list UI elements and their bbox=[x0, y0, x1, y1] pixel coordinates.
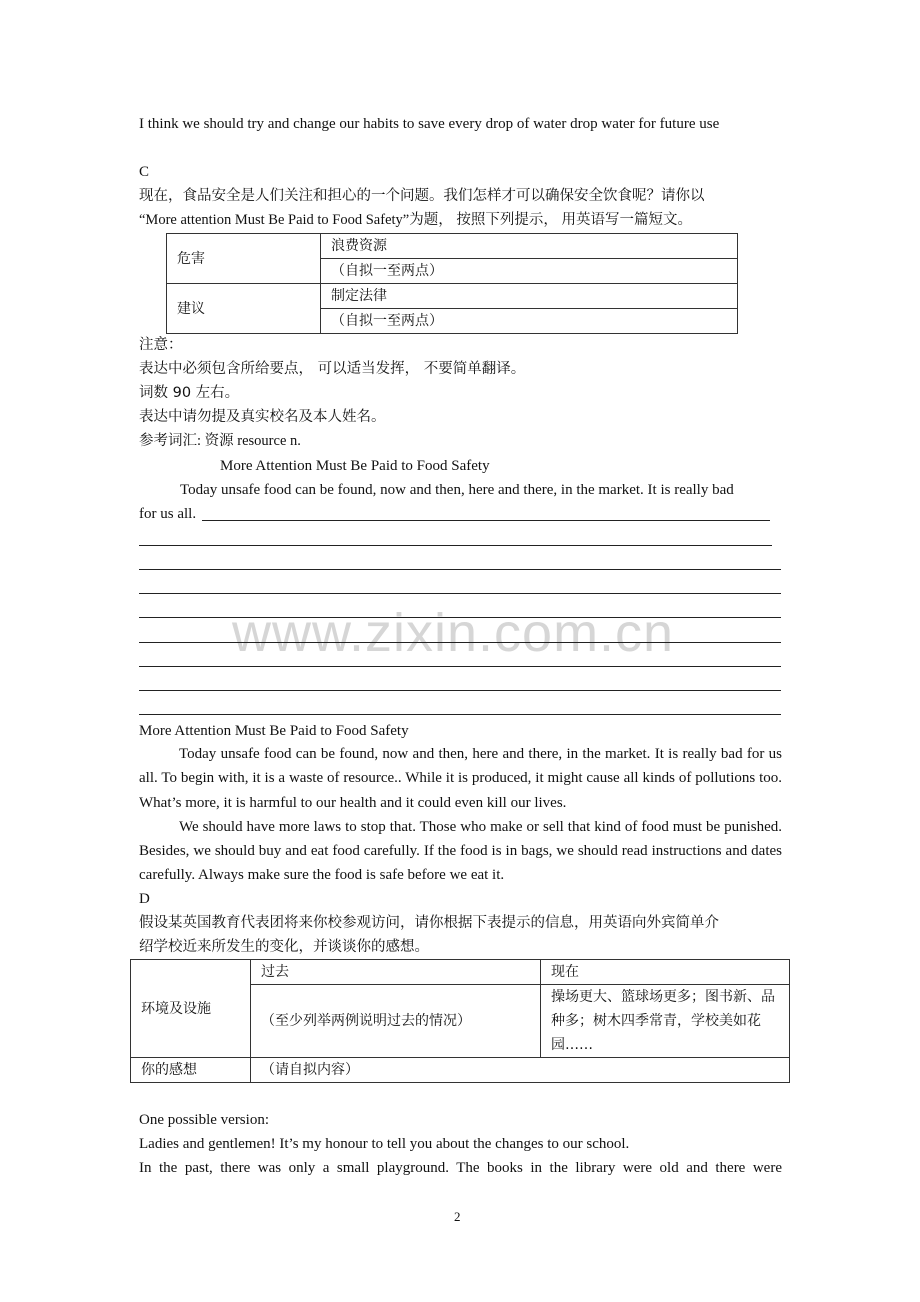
feeling-content: （请自拟内容） bbox=[251, 1058, 790, 1083]
writing-line bbox=[202, 520, 770, 521]
harm-item: 浪费资源 bbox=[321, 234, 738, 259]
env-label: 环境及设施 bbox=[131, 960, 251, 1058]
feeling-label: 你的感想 bbox=[131, 1058, 251, 1083]
writing-line bbox=[139, 642, 781, 643]
writing-line bbox=[139, 666, 781, 667]
note-1: 表达中必须包含所给要点， 可以适当发挥， 不要简单翻译。 bbox=[139, 361, 526, 377]
watermark: www.zixin.com.cn bbox=[232, 603, 675, 663]
advice-item: 制定法律 bbox=[321, 284, 738, 309]
section-d-prompt-line2: 绍学校近来所发生的变化，并谈谈你的感想。 bbox=[139, 939, 429, 955]
now-header: 现在 bbox=[541, 960, 790, 985]
section-c-prompt-line1: 现在，食品安全是人们关注和担心的一个问题。我们怎样才可以确保安全饮食呢？请你以 bbox=[139, 188, 705, 204]
advice-label: 建议 bbox=[167, 284, 321, 334]
answer-d-line1: Ladies and gentlemen! It’s my honour to tell you about the changes to our school. bbox=[139, 1136, 630, 1152]
section-d-prompt-line1: 假设某英国教育代表团将来你校参观访问，请你根据下表提示的信息，用英语向外宾简单介 bbox=[139, 915, 719, 931]
note-3: 表达中请勿提及真实校名及本人姓名。 bbox=[139, 409, 386, 425]
section-c-prompt-line2: “More attention Must Be Paid to Food Safety”为题， 按照下列提示， 用英语写一篇短文。 bbox=[139, 212, 692, 228]
harm-free: （自拟一至两点） bbox=[321, 259, 738, 284]
answer-paragraph-1: Today unsafe food can be found, now and then, here and there, in the market. It is really bad for us all. To begin with, it is a waste of resource.. While it is produced, it might cause all kinds of pollutions too. What’s more, it is harmful to our health and it could even kill our lives. bbox=[139, 746, 782, 811]
note-2: 词数 90 左右。 bbox=[139, 385, 240, 401]
past-header: 过去 bbox=[251, 960, 541, 985]
answer-d-line2: In the past, there was only a small playground. The books in the library were old and there were bbox=[139, 1160, 782, 1176]
writing-line bbox=[139, 545, 772, 546]
section-c-label: C bbox=[139, 164, 150, 180]
advice-free: （自拟一至两点） bbox=[321, 309, 738, 334]
answer-paragraph-2: We should have more laws to stop that. Those who make or sell that kind of food must be punished. Besides, we should buy and eat food carefully. If the food is in bags, we should read instructions and dates carefully. Always make sure the food is safe before we eat it. bbox=[139, 818, 782, 884]
past-content: （至少列举两例说明过去的情况） bbox=[251, 985, 541, 1058]
writing-line bbox=[139, 714, 781, 715]
essay-title: More Attention Must Be Paid to Food Safety bbox=[220, 458, 490, 474]
section-d-label: D bbox=[139, 891, 150, 907]
now-content: 操场更大、篮球场更多；图书新、品种多；树木四季常青，学校美如花园…… bbox=[541, 985, 790, 1058]
writing-line bbox=[139, 690, 781, 691]
writing-line bbox=[139, 569, 781, 570]
essay-opening-line1: Today unsafe food can be found, now and then, here and there, in the market. It is really bad bbox=[180, 482, 734, 498]
notes-title: 注意： bbox=[139, 337, 183, 353]
section-d-table bbox=[130, 959, 790, 1083]
harm-label: 危害 bbox=[167, 234, 321, 284]
writing-line bbox=[139, 593, 781, 594]
page-number: 2 bbox=[454, 1209, 461, 1224]
answer-title: More Attention Must Be Paid to Food Safety bbox=[139, 723, 409, 739]
vocab-hint: 参考词汇: 资源 resource n. bbox=[139, 433, 301, 449]
writing-line bbox=[139, 617, 781, 618]
intro-line: I think we should try and change our habits to save every drop of water drop water for future use bbox=[139, 116, 720, 132]
essay-opening-line2: for us all. bbox=[139, 506, 197, 522]
answer-body bbox=[139, 742, 782, 888]
section-c-table bbox=[166, 233, 738, 334]
answer-heading-d: One possible version: bbox=[139, 1112, 269, 1128]
